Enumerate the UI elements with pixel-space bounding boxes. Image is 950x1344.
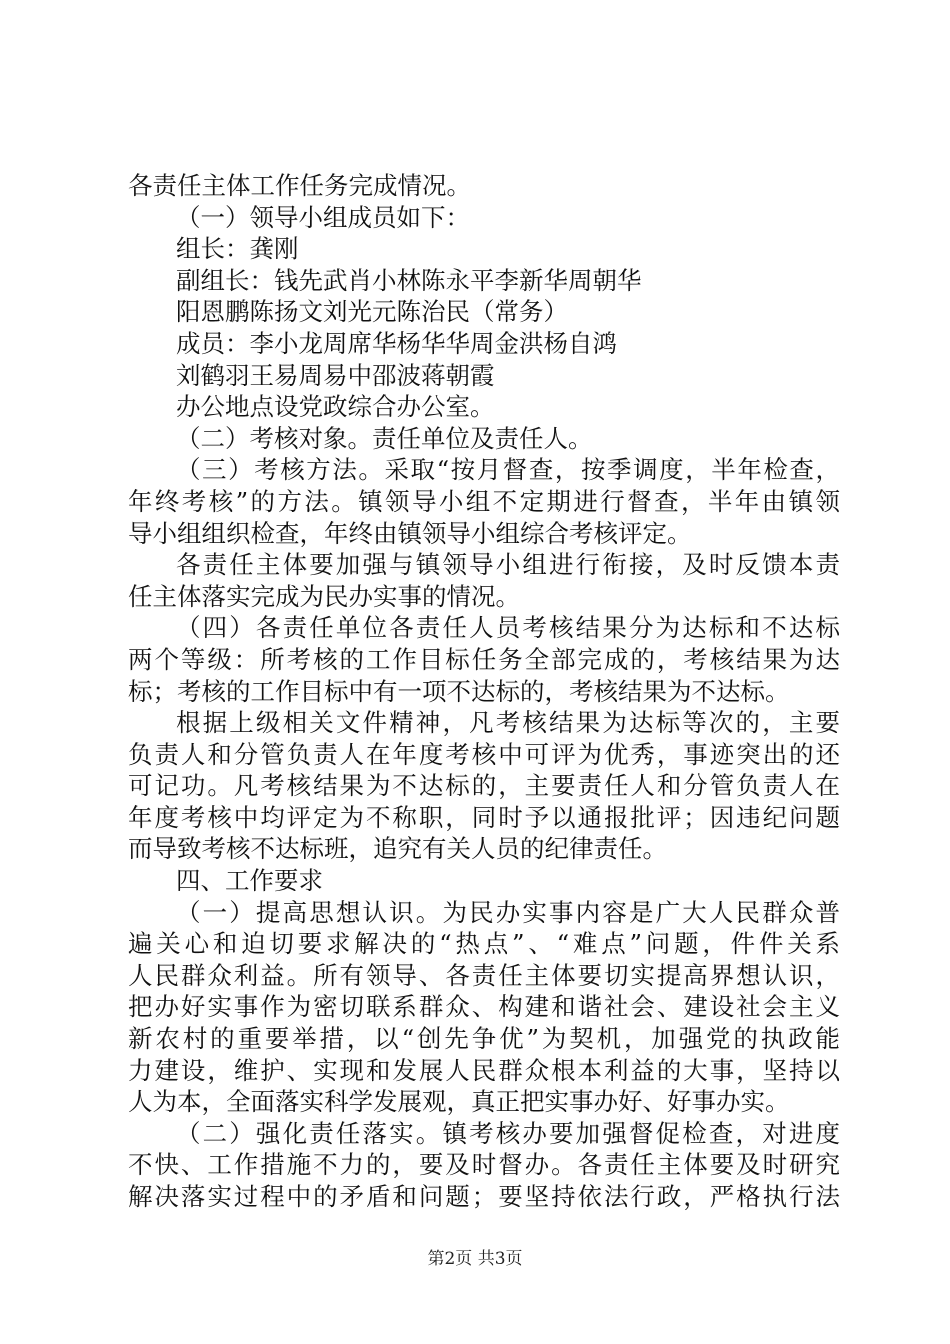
document-body: [128, 170, 840, 1213]
text-line: 阳恩鹏陈扬文刘光元陈治民（常务）: [176, 297, 568, 327]
text-line: （三）考核方法。采取“按月督查，按季调度，半年检查，: [176, 455, 840, 485]
text-line: 不快、工作措施不力的，要及时督办。各责任主体要及时研究: [128, 1150, 840, 1180]
text-line: 新农村的重要举措，以“创先争优”为契机，加强党的执政能: [128, 1024, 840, 1054]
text-line: 而导致考核不达标班，追究有关人员的纪律责任。: [128, 834, 667, 864]
text-line: 各责任主体要加强与镇领导小组进行衔接，及时反馈本责: [176, 550, 840, 580]
text-line: 遍关心和迫切要求解决的“热点”、“难点”问题，件件关系: [128, 929, 840, 959]
text-line: 各责任主体工作任务完成情况。: [128, 171, 471, 200]
text-line: 可记功。凡考核结果为不达标的，主要责任人和分管负责人在: [128, 771, 840, 801]
text-line: 办公地点设党政综合办公室。: [176, 392, 495, 422]
text-line: 任主体落实完成为民办实事的情况。: [128, 581, 520, 611]
text-line: 组长：龚刚: [176, 234, 299, 264]
text-line: 标；考核的工作目标中有一项不达标的，考核结果为不达标。: [128, 676, 790, 706]
text-line: 人为本，全面落实科学发展观，真正把实事办好、好事办实。: [128, 1087, 790, 1117]
text-line: （一）提高思想认识。为民办实事内容是广大人民群众普: [176, 897, 840, 927]
text-line: 刘鹤羽王易周易中邵波蒋朝霞: [176, 360, 495, 390]
text-line: （二）考核对象。责任单位及责任人。: [176, 423, 593, 453]
text-line: （二）强化责任落实。镇考核办要加强督促检查，对进度: [176, 1118, 840, 1148]
text-line: 两个等级：所考核的工作目标任务全部完成的，考核结果为达: [128, 644, 840, 674]
text-line: 导小组组织检查，年终由镇领导小组综合考核评定。: [128, 518, 692, 548]
text-line: 成员：李小龙周席华杨华华周金洪杨自鸿: [176, 328, 617, 358]
text-line: 年终考核”的方法。镇领导小组不定期进行督查，半年由镇领: [128, 486, 840, 516]
text-line: 根据上级相关文件精神，凡考核结果为达标等次的，主要: [176, 708, 840, 738]
text-line: 负责人和分管负责人在年度考核中可评为优秀，事迹突出的还: [128, 739, 840, 769]
text-line: 年度考核中均评定为不称职，同时予以通报批评；因违纪问题: [128, 802, 840, 832]
text-line: （一）领导小组成员如下：: [176, 202, 470, 232]
text-line: 解决落实过程中的矛盾和问题；要坚持依法行政，严格执行法: [128, 1182, 840, 1211]
section-heading: 四、工作要求: [176, 866, 323, 896]
text-line: 副组长：钱先武肖小林陈永平李新华周朝华: [176, 265, 642, 295]
text-line: 力建设，维护、实现和发展人民群众根本利益的大事，坚持以: [128, 1055, 840, 1085]
text-line: （四）各责任单位各责任人员考核结果分为达标和不达标: [176, 613, 840, 643]
page-number: 第2页 共3页: [427, 1249, 523, 1269]
text-line: 人民群众利益。所有领导、各责任主体要切实提高界想认识，: [128, 960, 840, 990]
text-line: 把办好实事作为密切联系群众、构建和谐社会、建设社会主义: [128, 992, 840, 1022]
